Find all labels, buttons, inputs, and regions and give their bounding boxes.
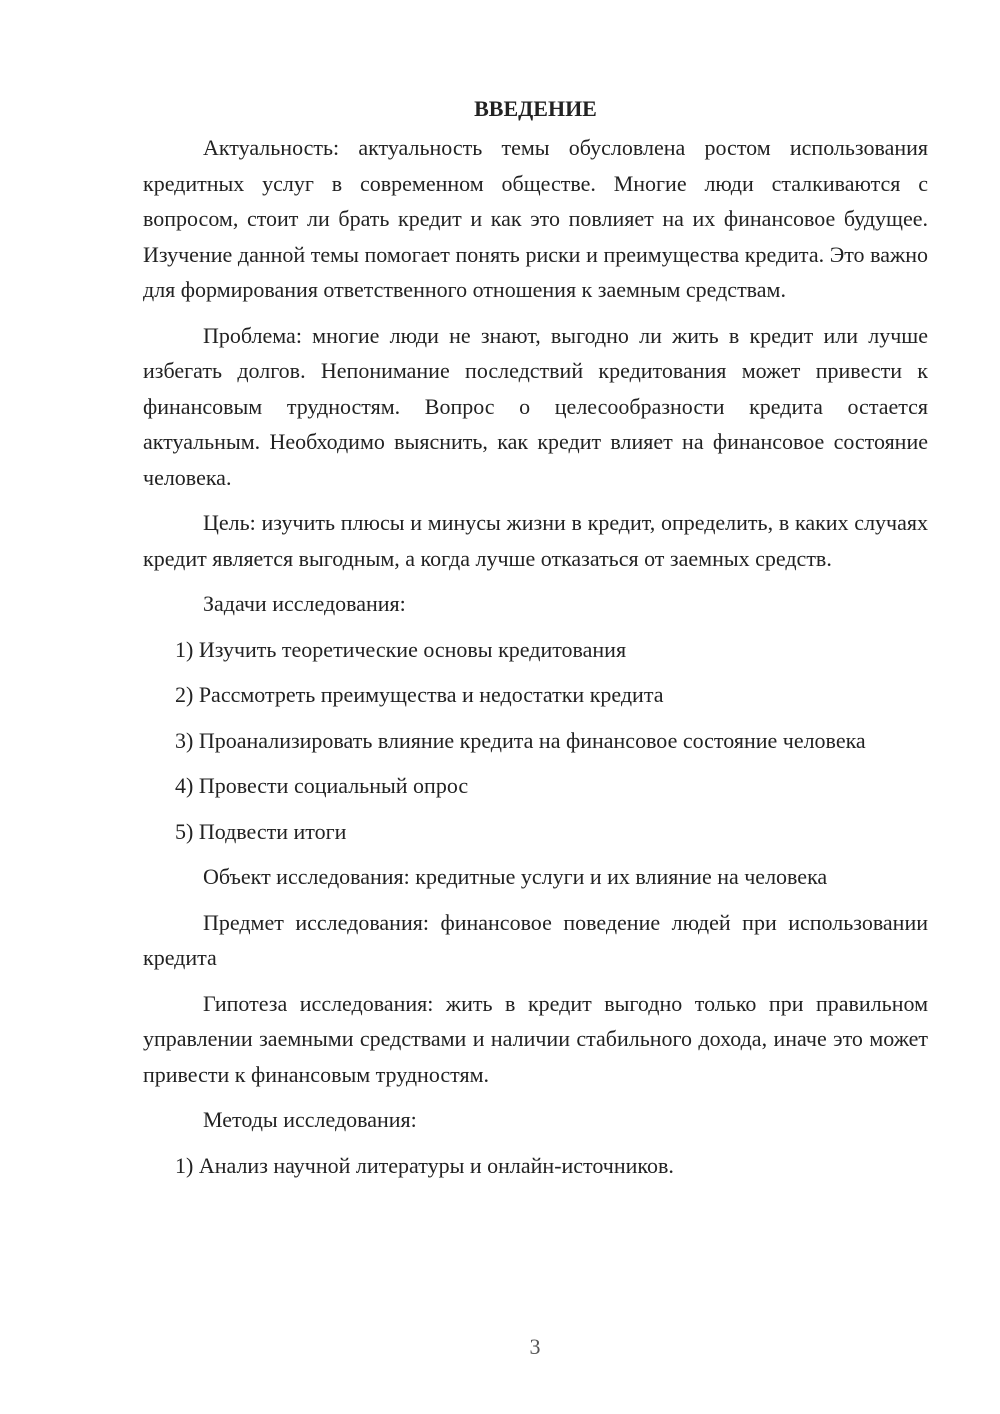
document-page bbox=[143, 92, 928, 1193]
hypothesis-paragraph: Гипотеза исследования: жить в кредит выгодно только при правильном управлении заемными средствами и наличии стабильного дохода, иначе это может привести к финансовым трудностям. bbox=[143, 990, 928, 1087]
task-item-2: 2) Рассмотреть преимущества и недостатки кредита bbox=[175, 682, 664, 707]
methods-heading: Методы исследования: bbox=[203, 1107, 417, 1132]
task-item-3: 3) Проанализировать влияние кредита на финансовое состояние человека bbox=[175, 727, 866, 753]
method-item-1: 1) Анализ научной литературы и онлайн-источников. bbox=[175, 1152, 674, 1178]
task-item-4: 4) Провести социальный опрос bbox=[175, 773, 469, 798]
task-item-1: 1) Изучить теоретические основы кредитования bbox=[175, 636, 627, 662]
task-item-5: 5) Подвести итоги bbox=[175, 818, 347, 844]
problem-paragraph: Проблема: многие люди не знают, выгодно ли жить в кредит или лучше избегать долгов. Непонимание последствий кредитования может привести к финансовым трудностям. Вопрос о целесообразности кредита остается актуальным. Необходимо выяснить, как кредит влияет на финансовое состояние человека. bbox=[143, 322, 928, 490]
object-paragraph: Объект исследования: кредитные услуги и их влияние на человека bbox=[203, 864, 828, 889]
goal-paragraph: Цель: изучить плюсы и минусы жизни в кредит, определить, в каких случаях кредит является выгодным, а когда лучше отказаться от заемных средств. bbox=[143, 510, 928, 571]
subject-paragraph: Предмет исследования: финансовое поведение людей при использовании кредита bbox=[143, 909, 928, 970]
tasks-heading: Задачи исследования: bbox=[203, 591, 406, 616]
page-title: ВВЕДЕНИЕ bbox=[474, 96, 597, 121]
relevance-paragraph: Актуальность: актуальность темы обусловлена ростом использования кредитных услуг в современном обществе. Многие люди сталкиваются с вопросом, стоит ли брать кредит и как это повлияет на их финансовое будущее. Изучение данной темы помогает понять риски и преимущества кредита. Это важно для формирования ответственного отношения к заемным средствам. bbox=[143, 135, 928, 302]
page-number: 3 bbox=[529, 1334, 541, 1359]
